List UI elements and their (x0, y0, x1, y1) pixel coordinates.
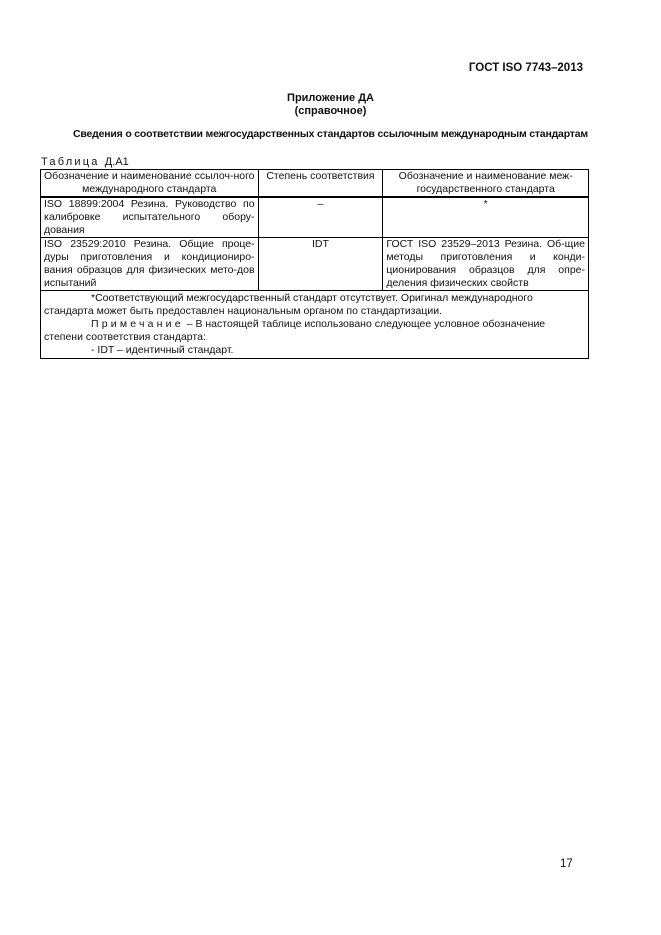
column-header-international: Обозначение и наименование ссылоч-ного международного стандарта (41, 170, 259, 198)
annex-subtitle: (справочное) (294, 105, 367, 117)
table-row (41, 197, 589, 238)
column-header-interstate: Обозначение и наименование меж-государственного стандарта (383, 170, 589, 198)
table-caption-number: Д.А1 (104, 156, 129, 168)
column-header-degree: Степень соответствия (258, 170, 383, 198)
table-header-row (41, 170, 589, 198)
note-item-idt: - IDT – идентичный стандарт. (91, 344, 234, 356)
table-notes-cell (41, 291, 589, 359)
note-label: Примечание (91, 318, 184, 330)
document-code: ГОСТ ISO 7743–2013 (468, 62, 583, 74)
page-number: 17 (560, 858, 573, 870)
table-row (41, 238, 589, 291)
note-text: – В настоящей таблице использовано следующее условное обозначение степени соответствия стандарта: (44, 318, 546, 343)
cell-international: ISO 23529:2010 Резина. Общие проце-дуры приготовления и кондициониро-вания образцов для физических мето-дов испытаний (41, 238, 259, 291)
table-note (44, 318, 585, 344)
cell-international: ISO 18899:2004 Резина. Руководство по калибровке испытательного обору-дования (41, 197, 259, 238)
table-caption (41, 156, 129, 168)
cell-interstate: * (383, 197, 589, 238)
cell-degree: – (258, 197, 383, 238)
annex-heading (0, 92, 661, 118)
table-notes-row (41, 291, 589, 359)
section-title: Сведения о соответствии межгосударственных стандартов ссылочным международным стандартам (73, 128, 588, 140)
annex-title: Приложение ДА (287, 92, 374, 104)
cell-interstate: ГОСТ ISO 23529–2013 Резина. Об-щие методы приготовления и конди-ционирования образцов для опре-деления физических свойств (383, 238, 589, 291)
table-caption-word: Таблица (41, 156, 100, 168)
standards-correspondence-table (40, 169, 589, 359)
table-footnote: *Соответствующий межгосударственный стандарт отсутствует. Оригинал международного стандарта может быть предоставлен национальным органом по стандартизации. (44, 292, 533, 317)
cell-degree: IDT (258, 238, 383, 291)
